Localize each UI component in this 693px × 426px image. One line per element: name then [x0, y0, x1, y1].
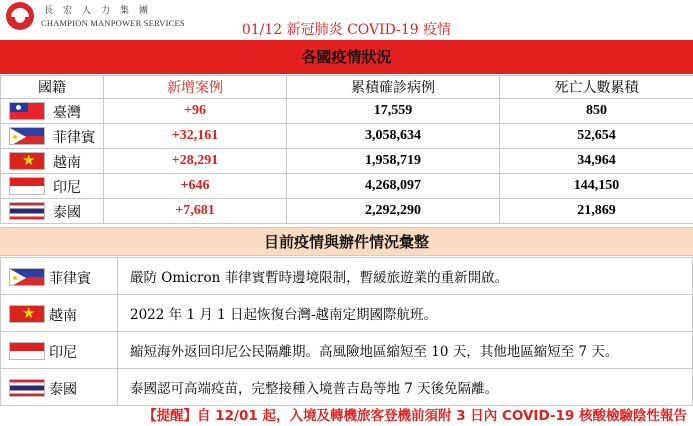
deaths-cell: 34,964 — [500, 149, 693, 174]
policy-country-cell — [1, 258, 118, 295]
taiwan-flag-icon — [9, 102, 45, 120]
country-cell — [1, 149, 104, 174]
column-header-total-cases: 累積確診病例 — [287, 76, 500, 99]
stats-header-row — [1, 76, 693, 99]
country-name: 臺灣 — [53, 105, 81, 121]
table-row — [1, 174, 693, 199]
policy-country-name: 印尼 — [49, 345, 77, 361]
table-row — [1, 99, 693, 124]
new-cases-cell: +7,681 — [104, 199, 287, 224]
policy-text: 嚴防 Omicron 菲律賓暫時邊境限制，暫緩旅遊業的重新開啟。 — [118, 258, 693, 295]
deaths-cell: 21,869 — [500, 199, 693, 224]
policy-country-name: 泰國 — [49, 382, 77, 398]
page-header — [0, 0, 693, 38]
total-cases-cell: 2,292,290 — [287, 199, 500, 224]
column-header-country: 國籍 — [1, 76, 104, 99]
total-cases-cell: 3,058,634 — [287, 124, 500, 149]
new-cases-cell: +646 — [104, 174, 287, 199]
indonesia-flag-icon — [9, 177, 45, 195]
country-name: 菲律賓 — [53, 130, 95, 146]
stats-section-title: 各國疫情狀況 — [0, 40, 693, 74]
policy-section-title: 目前疫情與辦件情況彙整 — [0, 227, 693, 256]
table-row — [1, 149, 693, 174]
company-name-en: CHAMPION MANPOWER SERVICES — [41, 18, 185, 28]
deaths-cell: 52,654 — [500, 124, 693, 149]
thailand-flag-icon — [9, 379, 45, 397]
deaths-cell: 144,150 — [500, 174, 693, 199]
page-title: 01/12 新冠肺炎 COVID-19 疫情 — [241, 22, 452, 38]
country-cell — [1, 199, 104, 224]
stats-table — [0, 75, 693, 224]
company-name-zh: 長宏人力集團 — [44, 6, 159, 16]
column-header-deaths: 死亡人數累積 — [500, 76, 693, 99]
policy-country-cell — [1, 332, 118, 369]
policy-text: 縮短海外返回印尼公民隔離期。高風險地區縮短至 10 天，其他地區縮短至 7 天。 — [118, 332, 693, 369]
table-row — [1, 199, 693, 224]
policy-row — [1, 258, 693, 295]
policy-country-cell — [1, 295, 118, 332]
philippines-flag-icon — [9, 268, 45, 286]
country-cell — [1, 174, 104, 199]
policy-text: 泰國認可高端疫苗，完整接種入境普吉島等地 7 天後免隔離。 — [118, 369, 693, 406]
deaths-cell: 850 — [500, 99, 693, 124]
new-cases-cell: +32,161 — [104, 124, 287, 149]
indonesia-flag-icon — [9, 342, 45, 360]
vietnam-flag-icon — [9, 152, 45, 170]
policy-row — [1, 369, 693, 406]
vietnam-flag-icon — [9, 305, 45, 323]
new-cases-cell: +28,291 — [104, 149, 287, 174]
thailand-flag-icon — [9, 202, 45, 220]
policy-text: 2022 年 1 月 1 日起恢復台灣-越南定期國際航班。 — [118, 295, 693, 332]
table-row — [1, 124, 693, 149]
total-cases-cell: 1,958,719 — [287, 149, 500, 174]
policy-country-cell — [1, 369, 118, 406]
total-cases-cell: 17,559 — [287, 99, 500, 124]
policy-row — [1, 295, 693, 332]
policy-country-name: 菲律賓 — [49, 271, 91, 287]
policy-row — [1, 332, 693, 369]
country-cell — [1, 99, 104, 124]
country-name: 越南 — [53, 155, 81, 171]
country-name: 泰國 — [53, 205, 81, 221]
philippines-flag-icon — [9, 127, 45, 145]
total-cases-cell: 4,268,097 — [287, 174, 500, 199]
reminder-note: 【提醒】自 12/01 起，入境及轉機旅客登機前須附 3 日內 COVID-19 核酸檢驗陰性報告 — [143, 408, 687, 424]
policy-table — [0, 257, 693, 406]
country-cell — [1, 124, 104, 149]
country-name: 印尼 — [53, 180, 81, 196]
new-cases-cell: +96 — [104, 99, 287, 124]
column-header-new-cases: 新增案例 — [104, 76, 287, 99]
policy-country-name: 越南 — [49, 308, 77, 324]
